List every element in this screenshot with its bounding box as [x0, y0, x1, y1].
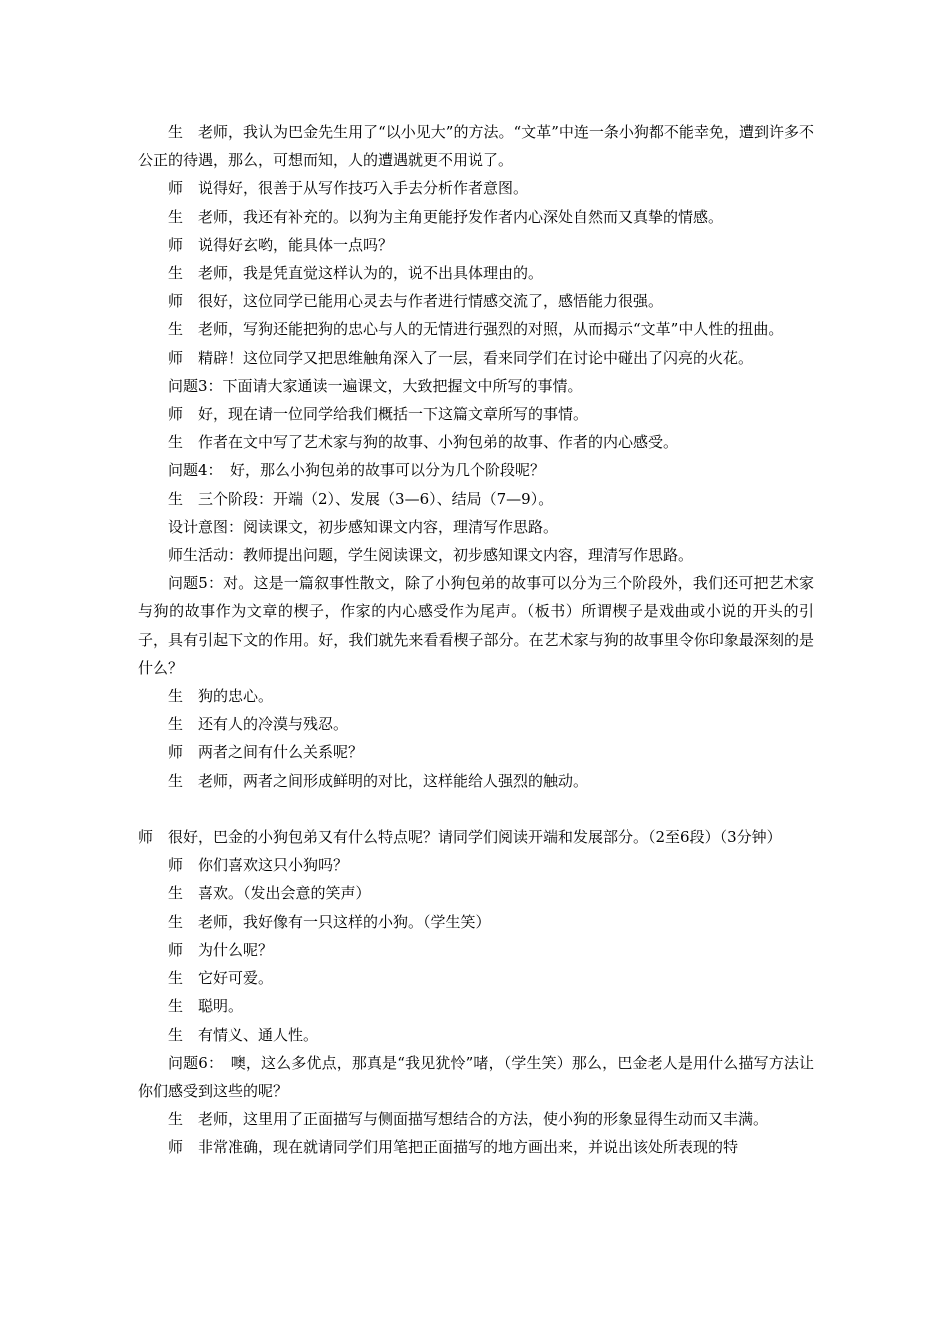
paragraph-15: 师生活动：教师提出问题，学生阅读课文，初步感知课文内容，理清写作思路。 — [168, 546, 694, 565]
paragraph-9: 问题3：下面请大家通读一遍课文，大致把握文中所写的事情。 — [168, 376, 583, 395]
paragraph-29: 问题6： 噢，这么多优点，那真是“我见犹怜”啫，（学生笑）那么，巴金老人是用什么描写方法让你们感受到这些的呢？ — [138, 1053, 814, 1100]
paragraph-27: 生 聪明。 — [168, 997, 244, 1016]
paragraph-17: 生 狗的忠心。 — [168, 687, 274, 706]
paragraph-22: 师 你们喜欢这只小狗吗？ — [168, 856, 349, 875]
paragraph-3: 生 老师，我还有补充的。以狗为主角更能抒发作者内心深处自然而又真挚的情感。 — [168, 207, 724, 226]
paragraph-4: 师 说得好玄哟，能具体一点吗？ — [168, 235, 394, 254]
paragraph-18: 生 还有人的冷漠与残忍。 — [168, 715, 349, 734]
paragraph-5: 生 老师，我是凭直觉这样认为的，说不出具体理由的。 — [168, 264, 544, 283]
paragraph-28: 生 有情义、通人性。 — [168, 1025, 319, 1044]
paragraph-25: 师 为什么呢？ — [168, 940, 274, 959]
paragraph-10: 师 好，现在请一位同学给我们概括一下这篇文章所写的事情。 — [168, 405, 589, 424]
paragraph-26: 生 它好可爱。 — [168, 969, 274, 988]
paragraph-23: 生 喜欢。（发出会意的笑声） — [168, 884, 371, 903]
paragraph-30: 生 老师，这里用了正面描写与侧面描写想结合的方法，使小狗的形象显得生动而又丰满。 — [168, 1110, 769, 1129]
paragraph-31: 师 非常准确，现在就请同学们用笔把正面描写的地方画出来，并说出该处所表现的特 — [168, 1138, 739, 1157]
paragraph-20: 生 老师，两者之间形成鲜明的对比，这样能给人强烈的触动。 — [168, 771, 589, 790]
paragraph-7: 生 老师，写狗还能把狗的忠心与人的无情进行强烈的对照，从而揭示“文革”中人性的扭曲。 — [168, 320, 784, 339]
paragraph-19: 师 两者之间有什么关系呢？ — [168, 743, 364, 762]
paragraph-2: 师 说得好，很善于从写作技巧入手去分析作者意图。 — [168, 179, 529, 198]
paragraph-24: 生 老师，我好像有一只这样的小狗。（学生笑） — [168, 912, 491, 931]
paragraph-11: 生 作者在文中写了艺术家与狗的故事、小狗包弟的故事、作者的内心感受。 — [168, 433, 679, 452]
document-body — [138, 118, 814, 1162]
paragraph-16: 问题5：对。这是一篇叙事性散文，除了小狗包弟的故事可以分为三个阶段外，我们还可把艺术家与狗的故事作为文章的楔子，作家的内心感受作为尾声。（板书）所谓楔子是戏曲或小说的开头的引子，具有引起下文的作用。好，我们就先来看看楔子部分。在艺术家与狗的故事里令你印象最深刻的是什么？ — [138, 574, 814, 677]
paragraph-14: 设计意图：阅读课文，初步感知课文内容，理清写作思路。 — [168, 517, 559, 536]
paragraph-12: 问题4： 好，那么小狗包弟的故事可以分为几个阶段呢？ — [168, 461, 546, 480]
paragraph-8: 师 精辟！这位同学又把思维触角深入了一层，看来同学们在讨论中碰出了闪亮的火花。 — [168, 348, 754, 367]
paragraph-13: 生 三个阶段：开端（2）、发展（3—6）、结局（7—9）。 — [168, 489, 554, 508]
paragraph-1: 生 老师，我认为巴金先生用了“以小见大”的方法。“文革”中连一条小狗都不能幸免，遭到许多不公正的待遇，那么，可想而知，人的遭遇就更不用说了。 — [138, 123, 814, 170]
paragraph-21: 师 很好，巴金的小狗包弟又有什么特点呢？请同学们阅读开端和发展部分。（2至6段）（3分钟） — [138, 799, 782, 847]
paragraph-6: 师 很好，这位同学已能用心灵去与作者进行情感交流了，感悟能力很强。 — [168, 292, 664, 311]
